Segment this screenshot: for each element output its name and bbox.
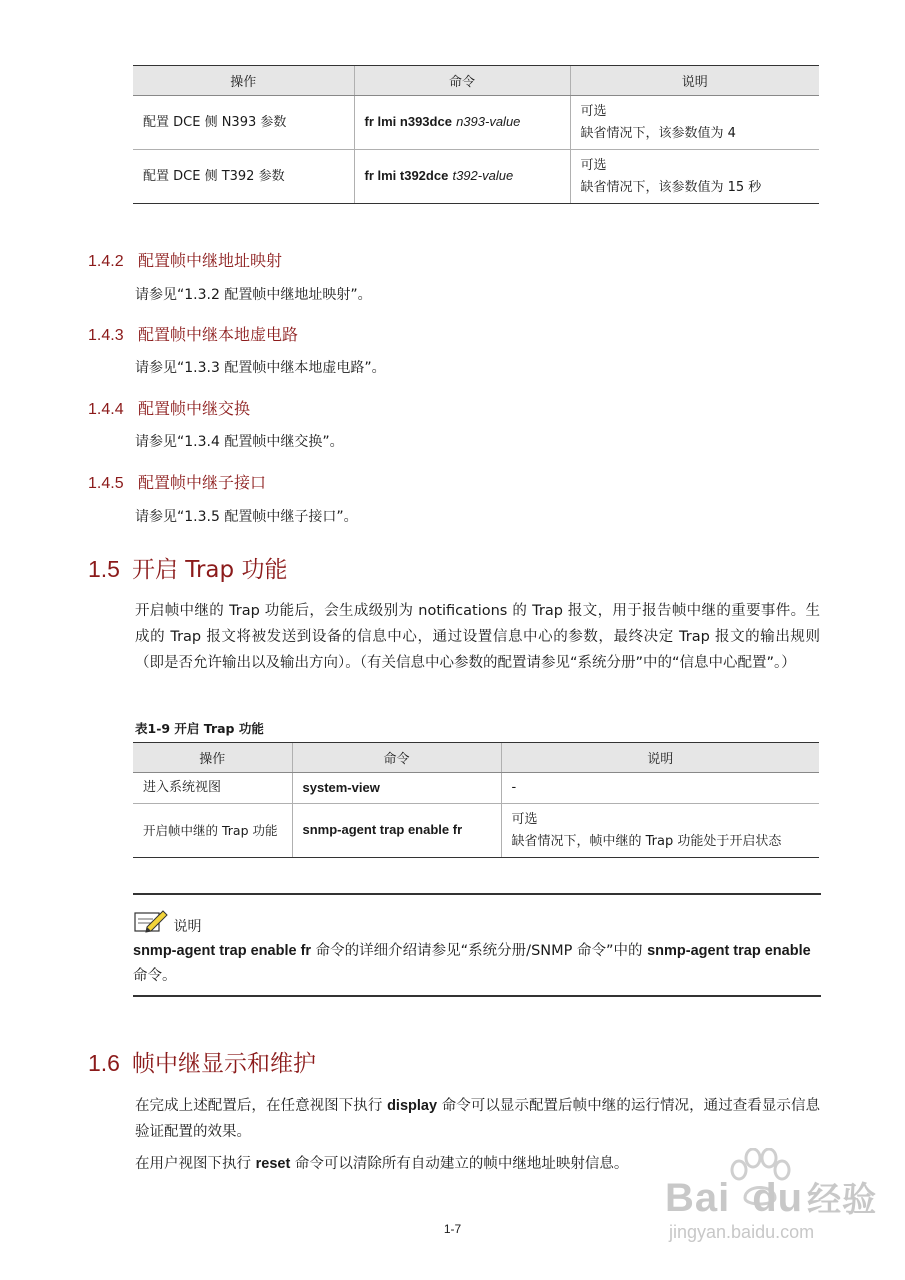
cell-operation: 开启帧中继的 Trap 功能: [133, 804, 292, 858]
cell-command: fr lmi t392dce t392-value: [354, 150, 570, 204]
watermark-url: jingyan.baidu.com: [669, 1222, 815, 1242]
trap-table: [133, 742, 819, 858]
ref-1-4-3: 请参见“1.3.3 配置帧中继本地虚电路”。: [135, 360, 386, 376]
table-caption: 表1-9 开启 Trap 功能: [135, 721, 264, 736]
col-header-command: 命令: [292, 743, 501, 773]
ref-1-4-4: 请参见“1.3.4 配置帧中继交换”。: [135, 434, 344, 450]
table-row: [133, 804, 819, 858]
heading-1-4-3: 1.4.3 配置帧中继本地虚电路: [88, 325, 299, 344]
cell-description: 可选 缺省情况下，该参数值为 15 秒: [570, 150, 819, 204]
heading-1-4-2: 1.4.2 配置帧中继地址映射: [88, 251, 283, 270]
heading-1-4-4: 1.4.4 配置帧中继交换: [88, 399, 251, 418]
col-header-operation: 操作: [133, 66, 354, 96]
cell-description: 可选 缺省情况下，帧中继的 Trap 功能处于开启状态: [501, 804, 819, 858]
heading-1-6: 1.6 帧中继显示和维护: [88, 1050, 316, 1077]
cell-operation: 配置 DCE 侧 N393 参数: [133, 96, 354, 150]
watermark-cn: 经验: [807, 1180, 878, 1220]
ref-1-4-5: 请参见“1.3.5 配置帧中继子接口”。: [135, 509, 358, 525]
table-row: [133, 96, 819, 150]
page-number: 1-7: [443, 1222, 462, 1236]
heading-1-4-5: 1.4.5 配置帧中继子接口: [88, 473, 267, 492]
table-row: [133, 150, 819, 204]
para-display: 在完成上述配置后，在任意视图下执行 display 命令可以显示配置后帧中继的运行情况，通过查看显示信息验证配置的效果。: [135, 1098, 821, 1140]
ref-1-4-2: 请参见“1.3.2 配置帧中继地址映射”。: [135, 287, 372, 303]
cell-operation: 配置 DCE 侧 T392 参数: [133, 150, 354, 204]
note-box: [133, 893, 821, 997]
watermark-brand2: du: [752, 1176, 804, 1220]
cell-command: snmp-agent trap enable fr: [292, 804, 501, 858]
note-body: snmp-agent trap enable fr 命令的详细介绍请参见“系统分册/SNMP 命令”中的 snmp-agent trap enable 命令。: [133, 943, 811, 984]
col-header-description: 说明: [501, 743, 819, 773]
config-table-top: [133, 65, 819, 204]
cell-description: 可选 缺省情况下，该参数值为 4: [570, 96, 819, 150]
cell-command: system-view: [292, 773, 501, 804]
cell-description: -: [501, 773, 819, 804]
cell-command: fr lmi n393dce n393-value: [354, 96, 570, 150]
col-header-command: 命令: [354, 66, 570, 96]
para-reset: 在用户视图下执行 reset 命令可以清除所有自动建立的帧中继地址映射信息。: [135, 1156, 629, 1172]
watermark-brand: Bai: [665, 1176, 731, 1220]
col-header-description: 说明: [570, 66, 819, 96]
heading-1-5: 1.5 开启 Trap 功能: [88, 556, 288, 583]
cell-operation: 进入系统视图: [133, 773, 292, 804]
pencil-note-icon: [133, 909, 169, 935]
table-row: [133, 773, 819, 804]
note-title: 说明: [173, 919, 202, 935]
para-trap: 开启帧中继的 Trap 功能后，会生成级别为 notifications 的 Trap 报文，用于报告帧中继的重要事件。生成的 Trap 报文将被发送到设备的信息中心，通过设置信息中心的参数，最终决定 Trap 报文的输出规则（即是否允许输出以及输出方向）。（有关信息中心参数的配置请参见“系统分册”中的“信息中心配置”。）: [135, 603, 820, 671]
col-header-operation: 操作: [133, 743, 292, 773]
